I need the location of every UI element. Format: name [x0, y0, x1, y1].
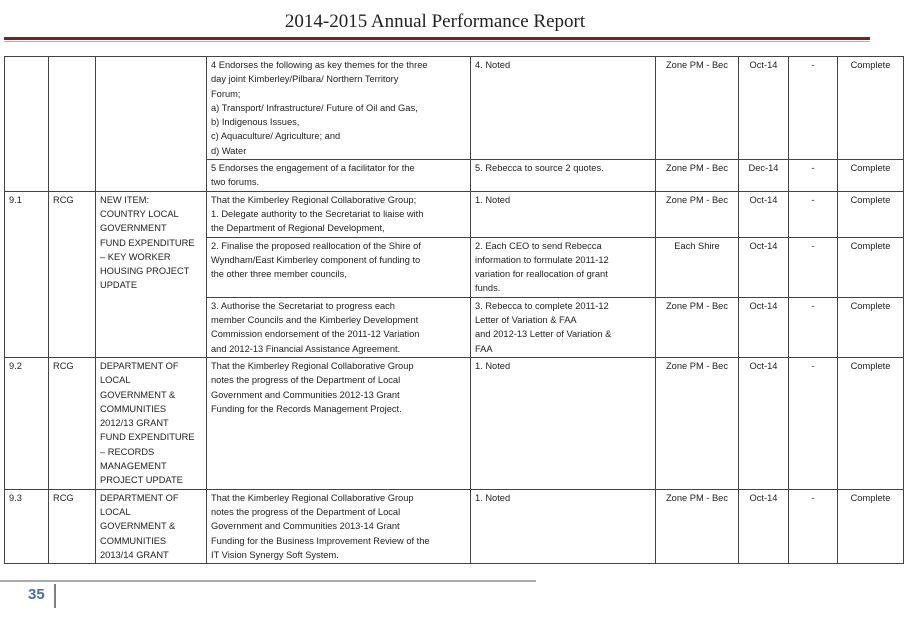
- resolution-cell-line: Government and Communities 2012-13 Grant: [211, 389, 400, 400]
- item-title-cell-line: COMMUNITIES: [100, 403, 167, 414]
- item-number-cell: 9.2: [5, 357, 49, 489]
- page-number-bar: [54, 584, 56, 608]
- resolution-cell-line: Government and Communities 2013-14 Grant: [211, 521, 400, 532]
- item-title-cell-line: FUND EXPENDITURE: [100, 432, 195, 443]
- status-cell: Complete: [838, 160, 904, 192]
- action-cell-line: information to formulate 2011-12: [475, 254, 609, 265]
- action-cell-line: 2. Each CEO to send Rebecca: [475, 240, 602, 251]
- group-cell: RCG: [49, 357, 96, 489]
- footer-divider: [0, 580, 536, 582]
- item-title-cell-line: GOVERNMENT &: [100, 521, 176, 532]
- dash-cell: -: [789, 57, 838, 160]
- resolution-cell-line: 5 Endorses the engagement of a facilitator for the: [211, 163, 415, 174]
- item-number-cell: 9.3: [5, 489, 49, 563]
- status-cell: Complete: [838, 57, 904, 160]
- resolution-cell-line: and 2012-13 Financial Assistance Agreement.: [211, 343, 401, 354]
- item-title-cell: [96, 357, 207, 489]
- item-title-cell-line: – RECORDS: [100, 446, 155, 457]
- resolution-cell-line: a) Transport/ Infrastructure/ Future of Oil and Gas,: [211, 102, 418, 113]
- resolution-cell: [207, 57, 471, 160]
- resolution-cell: [207, 489, 471, 563]
- responsible-cell: Zone PM - Bec: [656, 57, 739, 160]
- resolution-cell: [207, 160, 471, 192]
- resolution-cell-line: That the Kimberley Regional Collaborative Group;: [211, 194, 417, 205]
- resolution-cell-line: the other three member councils,: [211, 269, 347, 280]
- resolution-cell-line: d) Water: [211, 145, 247, 156]
- item-title-cell-line: LOCAL: [100, 506, 131, 517]
- status-cell: Complete: [838, 357, 904, 489]
- dash-cell: -: [789, 237, 838, 297]
- resolution-cell-line: That the Kimberley Regional Collaborative Group: [211, 492, 414, 503]
- action-cell-line: 1. Noted: [475, 194, 511, 205]
- page-number: 35: [28, 586, 45, 603]
- date-cell: Dec-14: [739, 160, 789, 192]
- responsible-cell: Zone PM - Bec: [656, 191, 739, 237]
- item-title-cell-line: 2013/14 GRANT: [100, 549, 169, 560]
- resolution-cell-line: Wyndham/East Kimberley component of funding to: [211, 254, 421, 265]
- group-cell: [49, 57, 96, 192]
- date-cell: Oct-14: [739, 237, 789, 297]
- item-title-cell-line: COUNTRY LOCAL: [100, 208, 179, 219]
- action-cell: [471, 237, 656, 297]
- resolution-cell-line: That the Kimberley Regional Collaborative Group: [211, 360, 414, 371]
- item-title-cell-line: 2012/13 GRANT: [100, 418, 169, 429]
- responsible-cell: Each Shire: [656, 237, 739, 297]
- dash-cell: -: [789, 160, 838, 192]
- action-cell: [471, 57, 656, 160]
- resolution-cell-line: Funding for the Records Management Project.: [211, 403, 402, 414]
- resolution-cell-line: Funding for the Business Improvement Review of the: [211, 535, 430, 546]
- action-cell-line: 3. Rebecca to complete 2011-12: [475, 300, 609, 311]
- resolution-cell-line: member Councils and the Kimberley Development: [211, 315, 419, 326]
- resolution-cell-line: 2. Finalise the proposed reallocation of the Shire of: [211, 240, 421, 251]
- action-cell: [471, 191, 656, 237]
- table-row: [5, 357, 904, 489]
- item-title-cell-line: DEPARTMENT OF: [100, 360, 179, 371]
- action-cell: [471, 489, 656, 563]
- action-cell-line: 5. Rebecca to source 2 quotes.: [475, 163, 604, 174]
- resolution-cell-line: 1. Delegate authority to the Secretariat to liaise with: [211, 208, 424, 219]
- group-cell: RCG: [49, 191, 96, 357]
- item-title-cell: [96, 191, 207, 357]
- date-cell: Oct-14: [739, 357, 789, 489]
- item-title-cell-line: MANAGEMENT: [100, 461, 167, 472]
- resolution-cell-line: the Department of Regional Development,: [211, 223, 385, 234]
- item-title-cell-line: NEW ITEM:: [100, 194, 150, 205]
- resolution-cell-line: 3. Authorise the Secretariat to progress each: [211, 300, 395, 311]
- date-cell: Oct-14: [739, 191, 789, 237]
- table-row: [5, 191, 904, 237]
- dash-cell: -: [789, 297, 838, 357]
- resolution-cell-line: notes the progress of the Department of Local: [211, 375, 401, 386]
- item-title-cell-line: PROJECT UPDATE: [100, 475, 183, 486]
- resolution-cell: [207, 297, 471, 357]
- resolution-cell-line: b) Indigenous Issues,: [211, 117, 300, 128]
- table-row: [5, 489, 904, 563]
- performance-table: [4, 56, 904, 564]
- dash-cell: -: [789, 489, 838, 563]
- resolution-cell-line: 4 Endorses the following as key themes for the three: [211, 60, 428, 70]
- responsible-cell: Zone PM - Bec: [656, 297, 739, 357]
- item-title-cell-line: COMMUNITIES: [100, 535, 167, 546]
- responsible-cell: Zone PM - Bec: [656, 489, 739, 563]
- action-cell-line: 1. Noted: [475, 360, 511, 371]
- action-cell: [471, 357, 656, 489]
- item-title-cell-line: GOVERNMENT &: [100, 389, 176, 400]
- date-cell: Oct-14: [739, 297, 789, 357]
- title-divider-shadow: [4, 41, 870, 42]
- status-cell: Complete: [838, 191, 904, 237]
- item-title-cell-line: – KEY WORKER: [100, 251, 171, 262]
- resolution-cell: [207, 191, 471, 237]
- resolution-cell-line: IT Vision Synergy Soft System.: [211, 549, 339, 560]
- resolution-cell-line: two forums.: [211, 177, 260, 188]
- responsible-cell: Zone PM - Bec: [656, 357, 739, 489]
- resolution-cell-line: Forum;: [211, 88, 241, 99]
- resolution-cell-line: day joint Kimberley/Pilbara/ Northern Territory: [211, 74, 399, 85]
- resolution-cell-line: notes the progress of the Department of Local: [211, 506, 401, 517]
- status-cell: Complete: [838, 489, 904, 563]
- table-row: [5, 57, 904, 160]
- title-divider: [4, 37, 870, 40]
- item-title-cell-line: DEPARTMENT OF: [100, 492, 179, 503]
- action-cell-line: 4. Noted: [475, 60, 511, 70]
- resolution-cell: [207, 237, 471, 297]
- action-cell-line: 1. Noted: [475, 492, 511, 503]
- item-title-cell-line: HOUSING PROJECT: [100, 266, 190, 277]
- table-body: [5, 57, 904, 564]
- item-number-cell: 9.1: [5, 191, 49, 357]
- item-title-cell: [96, 489, 207, 563]
- dash-cell: -: [789, 191, 838, 237]
- item-title-cell-line: UPDATE: [100, 280, 138, 291]
- resolution-cell-line: c) Aquaculture/ Agriculture; and: [211, 131, 341, 142]
- action-cell: [471, 297, 656, 357]
- date-cell: Oct-14: [739, 489, 789, 563]
- item-title-cell-line: FUND EXPENDITURE: [100, 237, 195, 248]
- page-title: 2014-2015 Annual Performance Report: [284, 11, 586, 32]
- action-cell: [471, 160, 656, 192]
- action-cell-line: and 2012-13 Letter of Variation &: [475, 329, 612, 340]
- resolution-cell-line: Commission endorsement of the 2011-12 Variation: [211, 329, 420, 340]
- item-title-cell-line: LOCAL: [100, 375, 131, 386]
- item-title-cell: [96, 57, 207, 192]
- action-cell-line: variation for reallocation of grant: [475, 269, 608, 280]
- action-cell-line: funds.: [475, 283, 501, 294]
- dash-cell: -: [789, 357, 838, 489]
- status-cell: Complete: [838, 297, 904, 357]
- action-cell-line: Letter of Variation & FAA: [475, 315, 577, 326]
- date-cell: Oct-14: [739, 57, 789, 160]
- resolution-cell: [207, 357, 471, 489]
- item-title-cell-line: GOVERNMENT: [100, 223, 167, 234]
- action-cell-line: FAA: [475, 343, 493, 354]
- responsible-cell: Zone PM - Bec: [656, 160, 739, 192]
- group-cell: RCG: [49, 489, 96, 563]
- item-number-cell: [5, 57, 49, 192]
- status-cell: Complete: [838, 237, 904, 297]
